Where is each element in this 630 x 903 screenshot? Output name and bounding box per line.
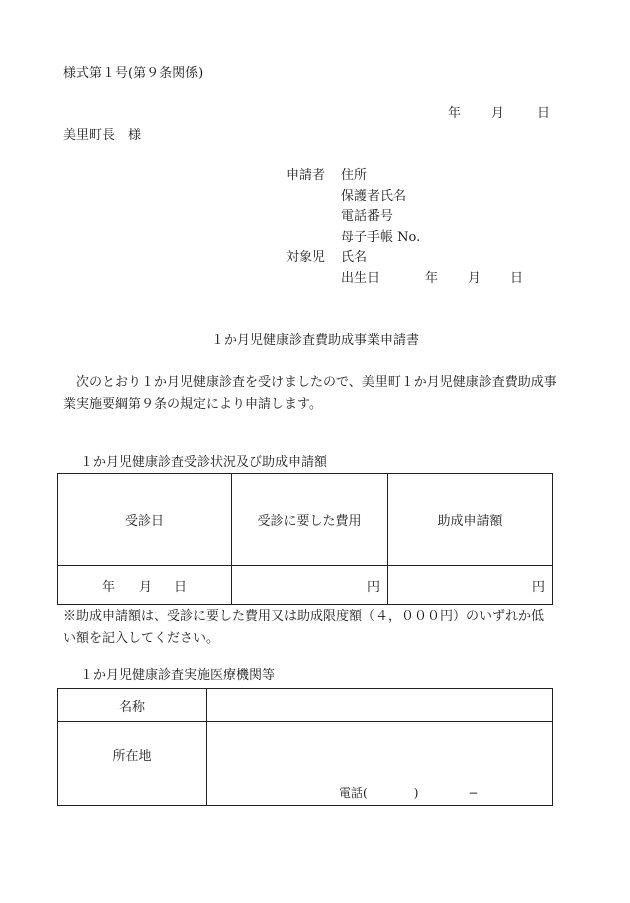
child-name-label: 氏名 [341, 250, 368, 265]
addressee: 美里町長 様 [63, 128, 142, 143]
document-title: １か月児健康診査費助成事業申請書 [210, 333, 419, 348]
checkup-year-label: 年 [101, 579, 115, 595]
checkup-table [57, 473, 553, 605]
application-statement [63, 372, 563, 416]
institution-address-label: 所在地 [58, 722, 207, 806]
applicant-label: 申請者 [286, 168, 326, 183]
date-year-label: 年 [448, 106, 462, 121]
checkup-table-row [58, 566, 553, 605]
column-header-requested-amount: 助成申請額 [388, 474, 553, 566]
phone-close-paren: ) [413, 786, 419, 800]
institution-address-row [58, 722, 553, 806]
checkup-table-header [58, 474, 553, 566]
date-day-label: 日 [537, 106, 551, 121]
submission-date [448, 106, 550, 122]
birth-month-label: 月 [468, 271, 482, 286]
checkup-date-cell[interactable] [58, 566, 232, 605]
handbook-number-label: 母子手帳 No. [341, 230, 421, 245]
date-month-label: 月 [491, 106, 505, 121]
phone-dash: − [468, 786, 479, 800]
column-header-checkup-date: 受診日 [58, 474, 232, 566]
birth-year-label: 年 [425, 271, 439, 286]
institution-name-row [58, 689, 553, 722]
section1-heading: １か月児健康診査受診状況及び助成申請額 [80, 455, 328, 470]
amount-note: ※助成申請額は、受診に要した費用又は助成限度額（４，０００円）のいずれか低い額を記入してください。 [63, 609, 545, 646]
checkup-month-label: 月 [138, 579, 152, 595]
phone-prefix: 電話( [339, 786, 368, 800]
application-statement-text: 次のとおり１か月児健康診査を受けましたので、美里町１か月児健康診査費助成事業実施要綱第９条の規定により申請します。 [63, 375, 557, 412]
institution-name-field[interactable] [207, 689, 553, 722]
address-label: 住所 [341, 168, 368, 183]
phone-number-label: 電話番号 [341, 209, 394, 224]
checkup-day-label: 日 [174, 579, 188, 595]
institution-name-label: 名称 [58, 689, 207, 722]
cost-yen-unit: 円 [366, 579, 380, 595]
column-header-checkup-cost: 受診に要した費用 [232, 474, 388, 566]
birth-day-label: 日 [510, 271, 524, 286]
checkup-cost-cell[interactable] [232, 566, 388, 605]
institution-phone-line [339, 784, 478, 801]
child-label: 対象児 [286, 250, 326, 265]
amount-yen-unit: 円 [531, 579, 545, 595]
guardian-name-label: 保護者氏名 [341, 189, 407, 204]
birthdate-label: 出生日 [341, 271, 381, 286]
institution-address-field[interactable] [207, 722, 553, 806]
section2-heading: １か月児健康診査実施医療機関等 [80, 668, 276, 683]
form-number: 様式第１号(第９条関係) [63, 66, 204, 81]
medical-institution-table [57, 688, 553, 806]
requested-amount-cell[interactable] [388, 566, 553, 605]
